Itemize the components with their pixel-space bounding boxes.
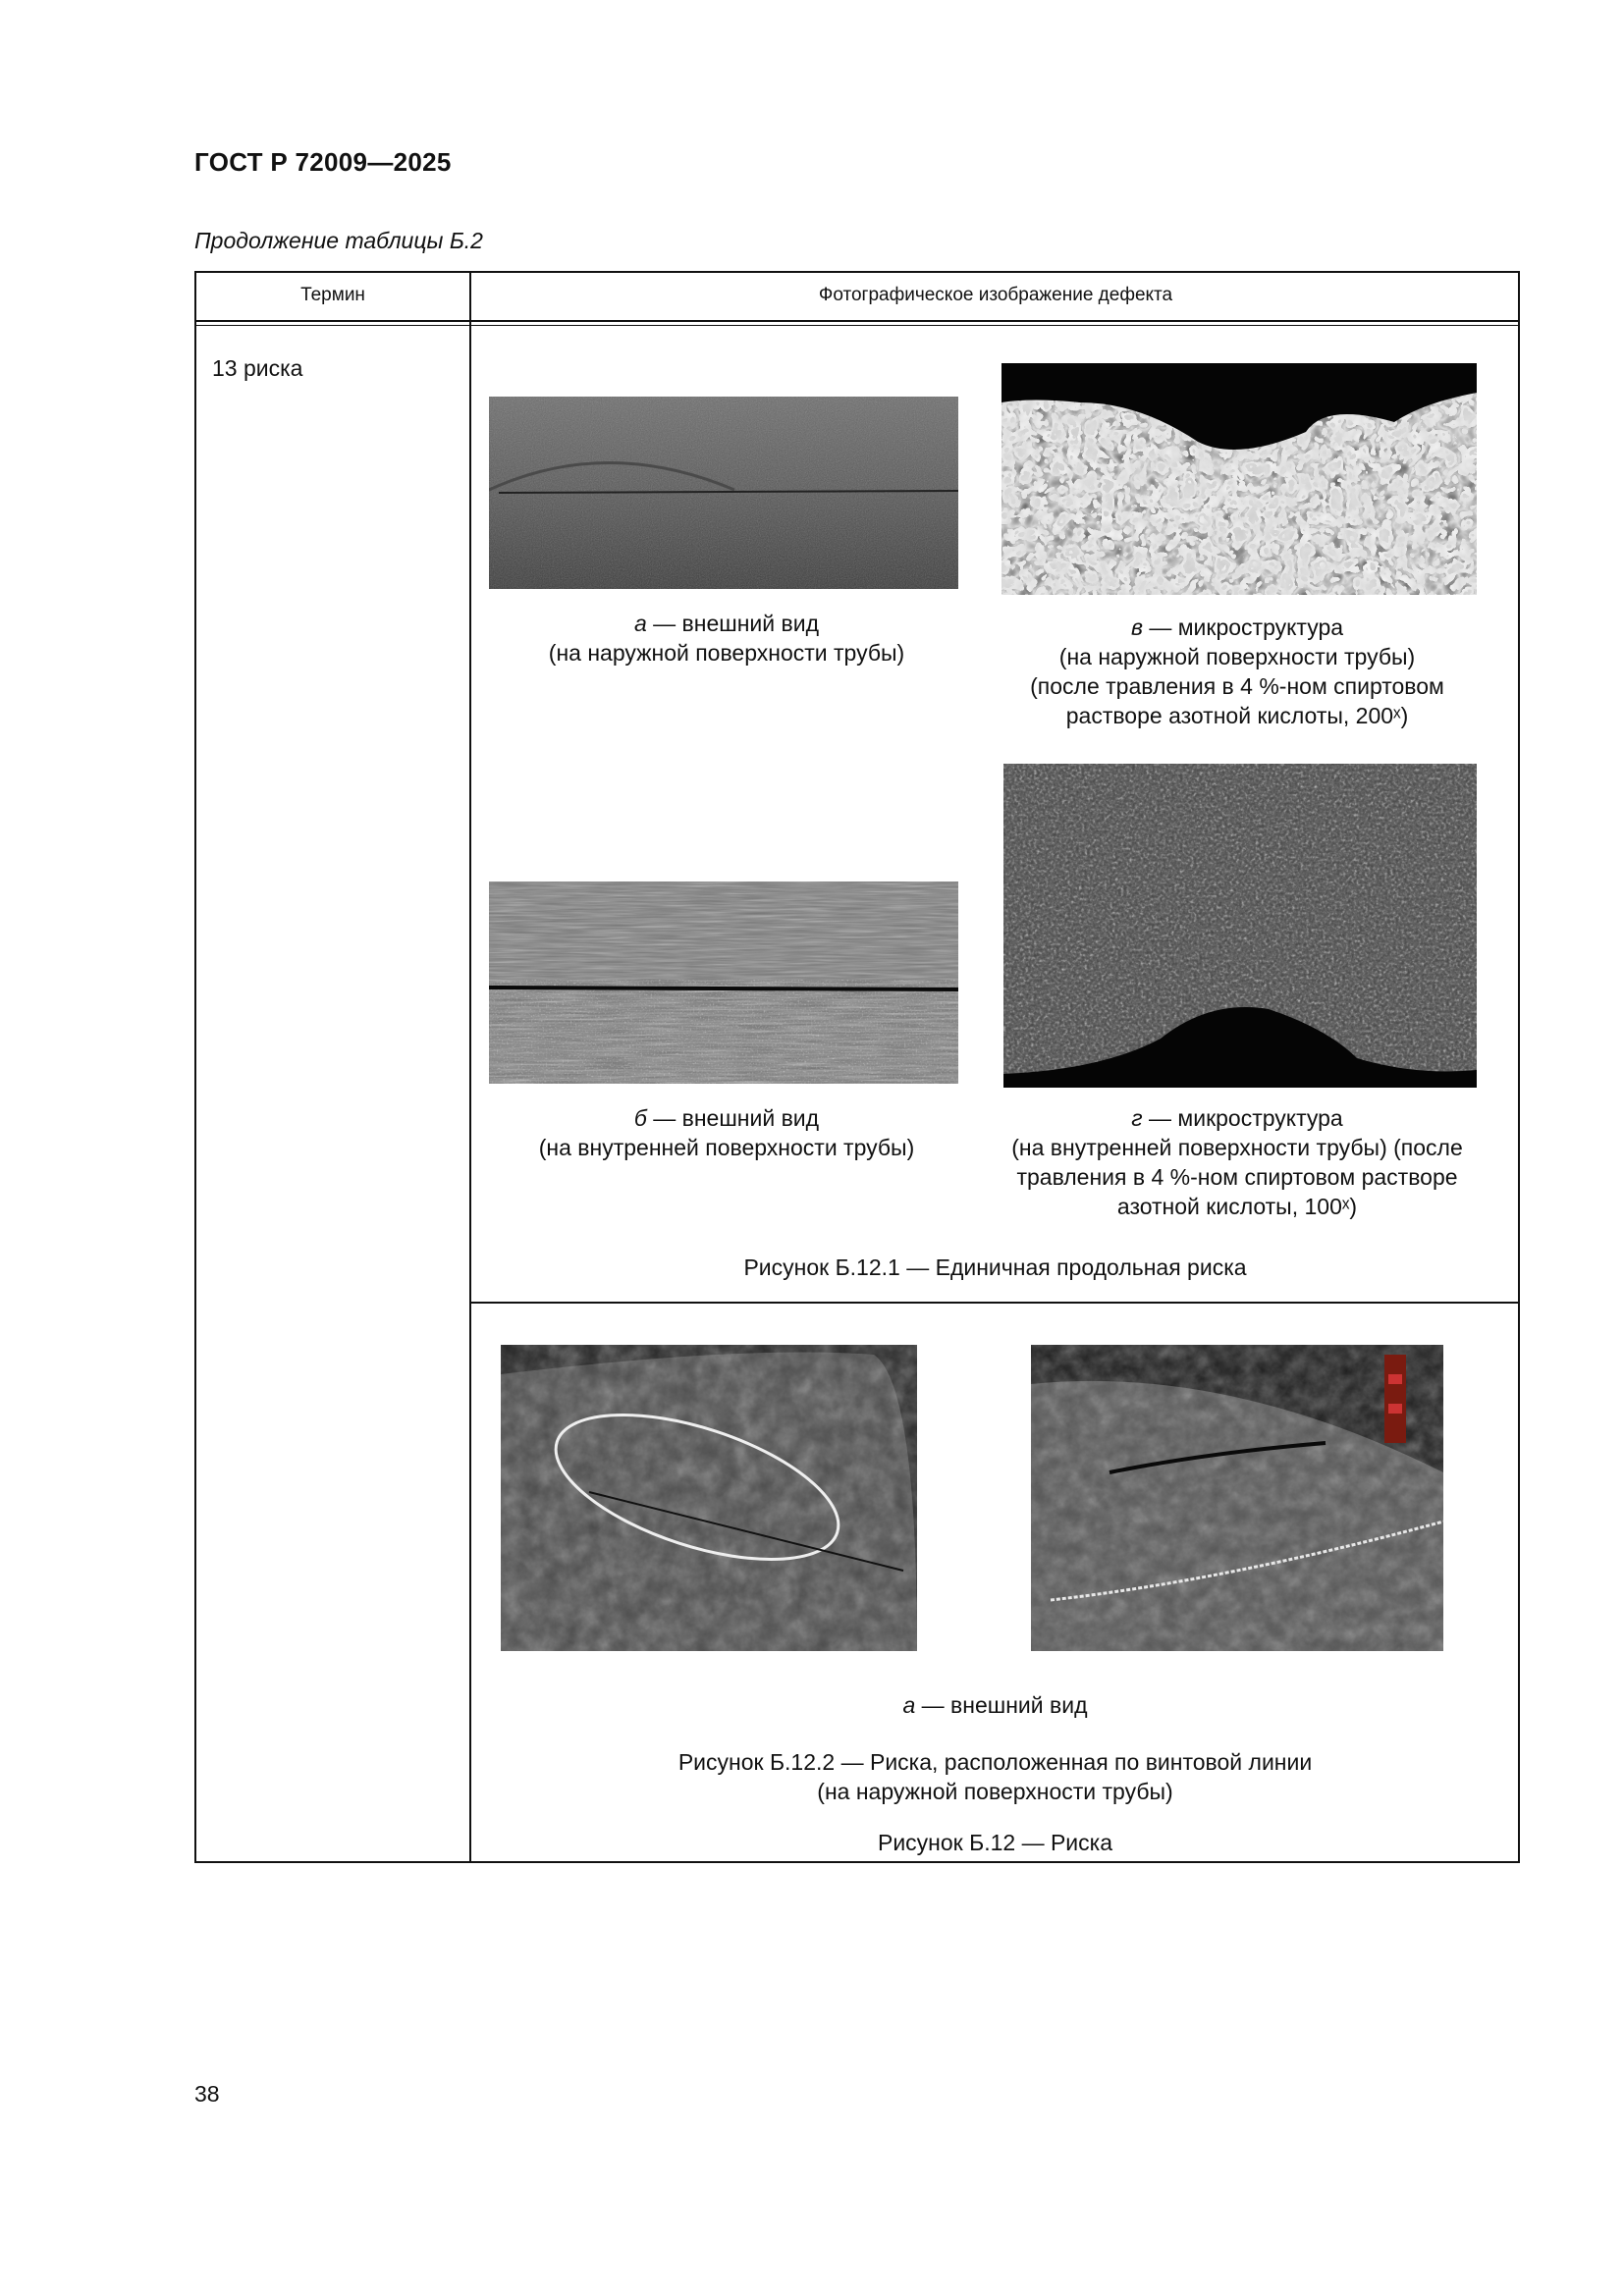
figure-title-b12-2 [470, 1747, 1520, 1806]
document-code: ГОСТ Р 72009—2025 [194, 147, 452, 177]
caption-letter: в [1130, 614, 1143, 640]
figure-title-b12: Рисунок Б.12 — Риска [877, 1830, 1113, 1855]
caption-text: — микроструктура [1142, 1105, 1343, 1131]
photo-pipe-helical-scratch-left [501, 1345, 917, 1651]
page-number: 38 [194, 2081, 220, 2107]
figure-title-line: Рисунок Б.12.2 — Риска, расположенная по винтовой линии [677, 1749, 1313, 1775]
caption-letter: а [633, 611, 647, 636]
header-divider-double [196, 325, 1518, 326]
caption-a-external-view [470, 1690, 1520, 1720]
defect-table [194, 271, 1520, 1863]
caption-g-inner-micro [982, 1103, 1492, 1221]
caption-text: (на внутренней поверхности трубы) [538, 1135, 915, 1160]
caption-letter: г [1131, 1105, 1143, 1131]
caption-text: — внешний вид [646, 1105, 820, 1131]
caption-a-outer [491, 609, 962, 667]
photo-outer-surface-scratch [489, 397, 958, 589]
photo-outer-microstructure [1001, 363, 1477, 595]
caption-v-outer-micro [992, 613, 1483, 730]
caption-text: (на наружной поверхности трубы) [1058, 644, 1416, 669]
column-header-photo: Фотографическое изображение дефекта [818, 285, 1173, 305]
figure-divider [470, 1302, 1520, 1304]
caption-text: (на наружной поверхности трубы) [548, 640, 905, 666]
caption-letter: а [902, 1692, 916, 1718]
figure-title-line: (на наружной поверхности трубы) [817, 1779, 1173, 1804]
figure-title-b12-1: Рисунок Б.12.1 — Единичная продольная риска [743, 1255, 1247, 1280]
caption-text: (на внутренней поверхности трубы) (после [1011, 1135, 1463, 1160]
caption-text: травления в 4 %-ном спиртовом растворе [1016, 1164, 1458, 1190]
caption-text: — микроструктура [1142, 614, 1344, 640]
table-continuation-label: Продолжение таблицы Б.2 [194, 228, 483, 253]
caption-text: (после травления в 4 %-ном спиртовом [1030, 673, 1444, 699]
caption-b-inner [491, 1103, 962, 1162]
column-header-term: Термин [300, 285, 365, 305]
column-divider [469, 273, 471, 1861]
header-divider [196, 320, 1518, 322]
caption-text: — внешний вид [646, 611, 819, 636]
photo-inner-microstructure [1003, 764, 1477, 1088]
photo-inner-surface-scratch [489, 881, 958, 1084]
photo-pipe-helical-scratch-right [1031, 1345, 1443, 1651]
caption-letter: б [633, 1105, 647, 1131]
caption-text: — внешний вид [915, 1692, 1088, 1718]
caption-text: растворе азотной кислоты, 200ˣ) [1065, 703, 1409, 728]
caption-text: азотной кислоты, 100ˣ) [1116, 1194, 1358, 1219]
term-cell: 13 риска [212, 355, 303, 381]
